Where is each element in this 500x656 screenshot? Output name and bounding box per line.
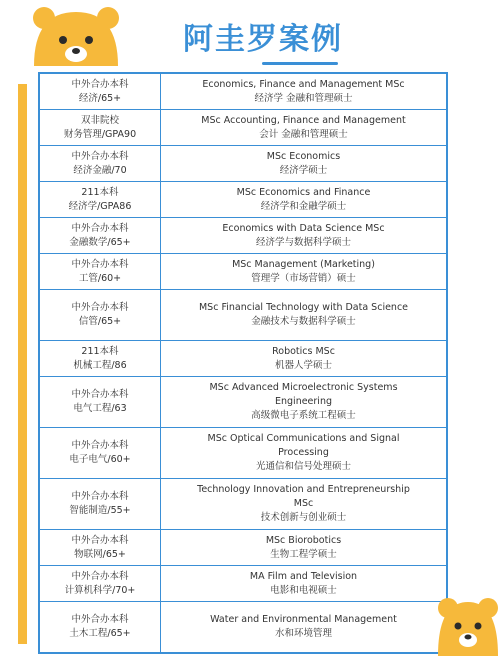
program-cell: [161, 530, 447, 566]
major-score: 信管/65+: [78, 316, 122, 327]
table-row: [40, 254, 447, 290]
student-background-cell: [40, 218, 161, 254]
program-name-en: MSc Accounting, Finance and Management: [201, 114, 406, 126]
student-background-cell: [40, 254, 161, 290]
school-type: 中外合办本科: [71, 78, 129, 90]
program-name-cn: 经济学与数据科学硕士: [255, 236, 351, 248]
table-row: [40, 290, 447, 341]
title-underline: [262, 62, 338, 65]
table-row: [40, 566, 447, 602]
program-name-cn: 机器人学硕士: [274, 359, 332, 371]
program-cell: [161, 146, 447, 182]
student-background-cell: [40, 602, 161, 653]
student-background-cell: [40, 146, 161, 182]
student-background-cell: [40, 110, 161, 146]
program-cell: [161, 377, 447, 428]
table-row: [40, 479, 447, 530]
program-name-en: MSc Optical Communications and Signal Processing: [207, 433, 400, 458]
table-row: [40, 74, 447, 110]
table-row: [40, 218, 447, 254]
side-accent-bar: [18, 84, 27, 644]
school-type: 中外合办本科: [71, 570, 129, 582]
school-type: 中外合办本科: [71, 258, 129, 270]
student-background-cell: [40, 566, 161, 602]
bear-peek-icon: [436, 596, 500, 656]
program-cell: [161, 602, 447, 653]
student-background-cell: [40, 290, 161, 341]
program-name-cn: 水和环境管理: [274, 628, 332, 639]
student-background-cell: [40, 377, 161, 428]
school-type: 中外合办本科: [71, 150, 129, 162]
program-name-cn: 经济学硕士: [279, 164, 328, 176]
case-table: [38, 72, 448, 654]
program-name-cn: 生物工程学硕士: [270, 548, 337, 560]
program-name-cn: 管理学（市场营销）硕士: [251, 272, 356, 284]
program-cell: [161, 479, 447, 530]
table-row: [40, 182, 447, 218]
program-cell: [161, 218, 447, 254]
table-row: [40, 602, 447, 653]
major-score: 财务管理/GPA90: [63, 128, 137, 140]
program-name-en: MSc Advanced Microelectronic Systems Engineering: [209, 382, 398, 407]
program-name-en: MSc Biorobotics: [265, 534, 342, 546]
program-cell: [161, 110, 447, 146]
program-name-cn: 经济学和金融学硕士: [260, 200, 347, 212]
school-type: 双非院校: [80, 114, 119, 126]
major-score: 电子电气/60+: [69, 454, 131, 465]
program-name-cn: 经济学 金融和管理硕士: [254, 92, 353, 104]
program-name-cn: 电影和电视硕士: [270, 584, 337, 596]
program-cell: [161, 290, 447, 341]
program-name-en: Economics, Finance and Management MSc: [202, 78, 405, 90]
program-name-cn: 光通信和信号处理硕士: [255, 461, 351, 472]
page-title: 阿圭罗案例: [183, 22, 343, 57]
program-cell: [161, 254, 447, 290]
table-row: [40, 146, 447, 182]
program-name-cn: 技术创新与创业硕士: [260, 512, 347, 523]
student-background-cell: [40, 428, 161, 479]
school-type: 211本科: [81, 345, 119, 357]
program-name-en: MA Film and Television: [249, 570, 358, 582]
program-cell: [161, 74, 447, 110]
program-name-en: Robotics MSc: [272, 345, 335, 357]
school-type: 中外合办本科: [71, 491, 129, 502]
student-background-cell: [40, 479, 161, 530]
major-score: 金融数学/65+: [69, 236, 131, 248]
program-name-en: Water and Environmental Management: [210, 614, 397, 625]
program-name-cn: 会计 金融和管理硕士: [259, 128, 348, 140]
school-type: 211本科: [81, 186, 119, 198]
major-score: 土木工程/65+: [69, 628, 131, 639]
major-score: 电气工程/63: [73, 403, 127, 414]
school-type: 中外合办本科: [71, 614, 129, 625]
major-score: 经济/65+: [78, 92, 122, 104]
major-score: 经济学/GPA86: [68, 200, 132, 212]
program-cell: [161, 182, 447, 218]
student-background-cell: [40, 74, 161, 110]
student-background-cell: [40, 182, 161, 218]
school-type: 中外合办本科: [71, 222, 129, 234]
major-score: 智能制造/55+: [69, 505, 131, 516]
major-score: 计算机科学/70+: [64, 584, 136, 596]
program-name-en: MSc Financial Technology with Data Science: [198, 302, 409, 313]
program-cell: [161, 341, 447, 377]
program-name-en: MSc Economics: [266, 150, 341, 162]
school-type: 中外合办本科: [71, 302, 129, 313]
table-row: [40, 341, 447, 377]
program-name-en: Economics with Data Science MSc: [222, 222, 385, 234]
table-row: [40, 530, 447, 566]
program-name-cn: 高级微电子系统工程硕士: [251, 410, 356, 421]
major-score: 经济金融/70: [73, 164, 127, 176]
program-name-en: MSc Management (Marketing): [232, 258, 375, 270]
school-type: 中外合办本科: [71, 534, 129, 546]
program-name-en: MSc Economics and Finance: [236, 186, 371, 198]
program-cell: [161, 566, 447, 602]
major-score: 物联网/65+: [74, 548, 126, 560]
table-row: [40, 428, 447, 479]
program-name-en: Technology Innovation and Entrepreneurship MSc: [197, 484, 410, 509]
table-row: [40, 110, 447, 146]
school-type: 中外合办本科: [71, 440, 129, 451]
major-score: 机械工程/86: [73, 359, 127, 371]
major-score: 工管/60+: [78, 272, 122, 284]
school-type: 中外合办本科: [71, 389, 129, 400]
table-row: [40, 377, 447, 428]
student-background-cell: [40, 341, 161, 377]
bear-mascot-icon: [30, 4, 122, 66]
program-cell: [161, 428, 447, 479]
program-name-cn: 金融技术与数据科学硕士: [251, 316, 356, 327]
student-background-cell: [40, 530, 161, 566]
